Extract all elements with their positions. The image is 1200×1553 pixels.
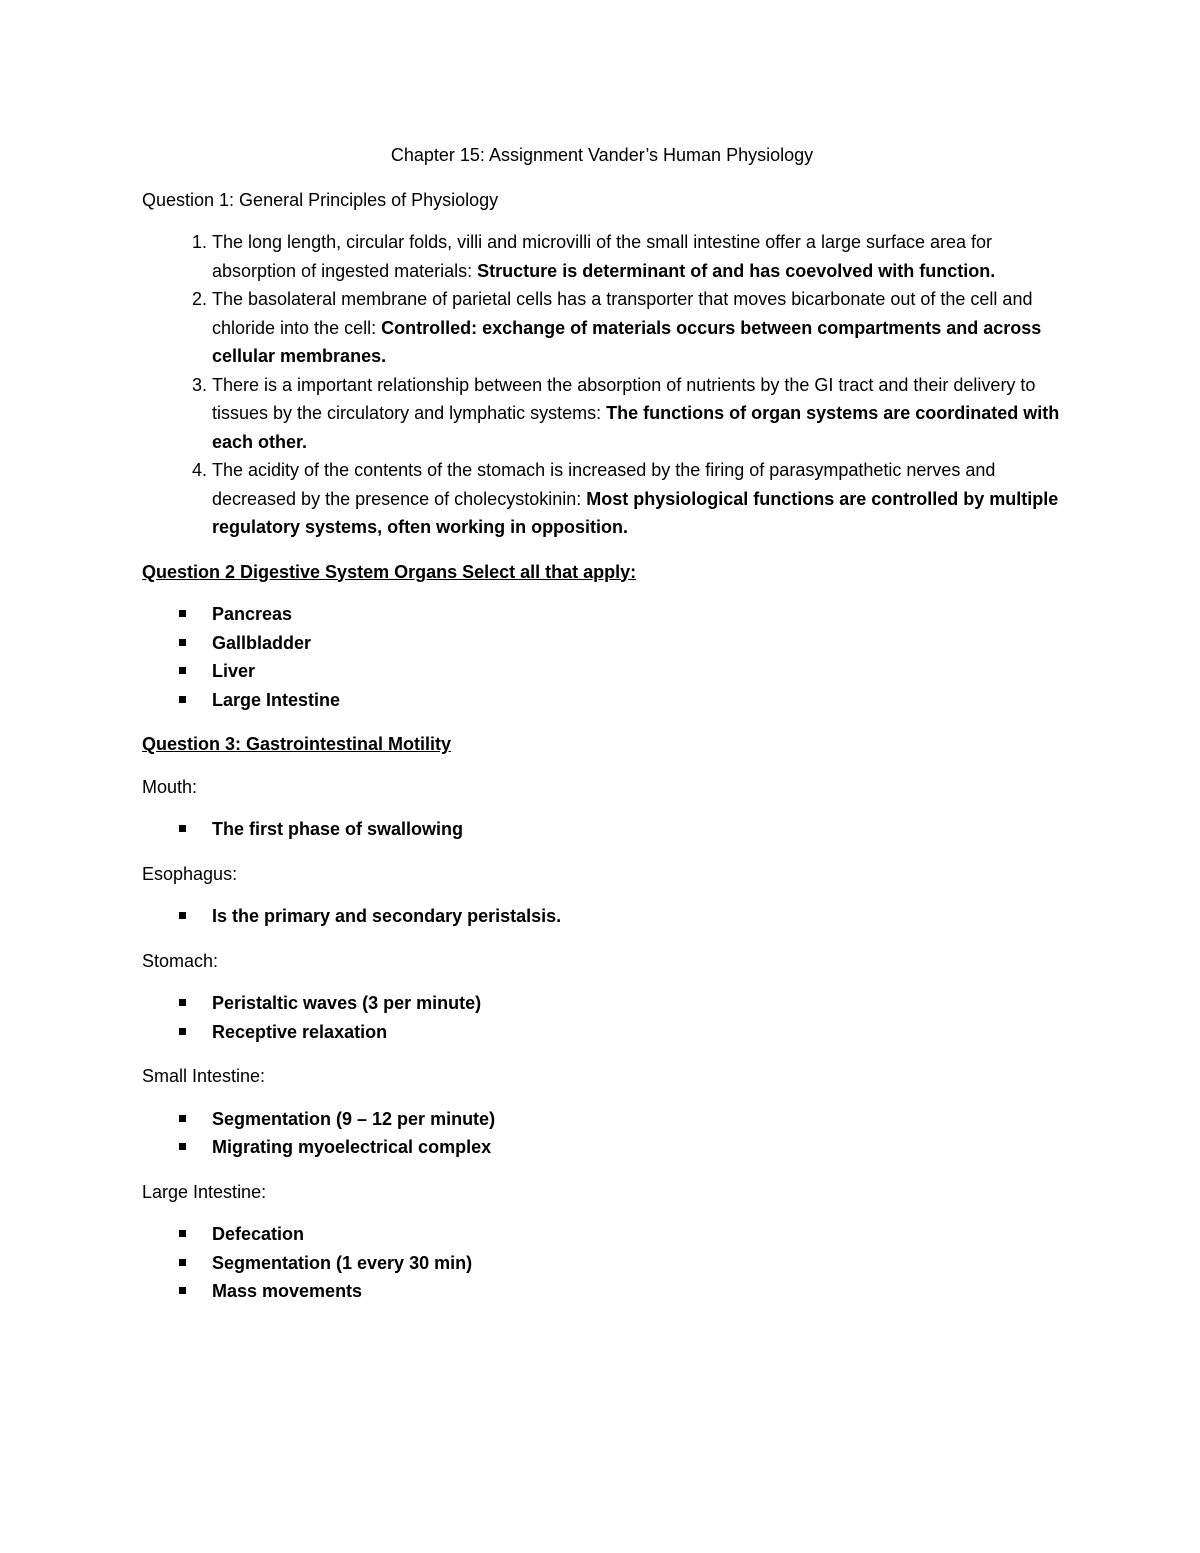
small-intestine-list: [142, 1105, 1062, 1162]
list-item: Segmentation (9 – 12 per minute): [212, 1105, 1062, 1134]
item-text: The basolateral membrane of parietal cells has a transporter that moves bicarbonate out of the cell and chloride into the cell:: [212, 289, 1033, 338]
list-item: Mass movements: [212, 1277, 1062, 1306]
stomach-list: [142, 989, 1062, 1046]
question-1-heading: Question 1: General Principles of Physiology: [142, 189, 499, 210]
region-label-stomach: Stomach:: [142, 950, 219, 971]
list-item: Defecation: [212, 1220, 1062, 1249]
list-item: [212, 456, 1062, 542]
list-item: Migrating myoelectrical complex: [212, 1133, 1062, 1162]
list-item: Segmentation (1 every 30 min): [212, 1249, 1062, 1278]
mouth-list: [142, 815, 1062, 844]
list-item: Is the primary and secondary peristalsis.: [212, 902, 1062, 931]
question-2-heading: Question 2 Digestive System Organs Select all that apply:: [142, 561, 637, 582]
question-2-list: [142, 600, 1062, 714]
item-text: The long length, circular folds, villi and microvilli of the small intestine offer a large surface area for absorption of ingested materials:: [212, 232, 993, 281]
item-answer: Most physiological functions are controlled by multiple regulatory systems, often working in opposition.: [212, 488, 1059, 537]
list-item: Pancreas: [212, 600, 1062, 629]
list-item: Peristaltic waves (3 per minute): [212, 989, 1062, 1018]
item-answer: The functions of organ systems are coordinated with each other.: [212, 403, 1060, 452]
list-item: Liver: [212, 657, 1062, 686]
esophagus-list: [142, 902, 1062, 931]
list-item: Gallbladder: [212, 629, 1062, 658]
list-item: [212, 228, 1062, 285]
large-intestine-list: [142, 1220, 1062, 1306]
item-text: There is a important relationship between the absorption of nutrients by the GI tract and their delivery to tissues by the circulatory and lymphatic systems:: [212, 374, 1036, 423]
list-item: Large Intestine: [212, 686, 1062, 715]
document-title: Chapter 15: Assignment Vander’s Human Physiology: [390, 145, 814, 165]
item-answer: Controlled: exchange of materials occurs between compartments and across cellular membranes.: [212, 317, 1042, 366]
list-item: Receptive relaxation: [212, 1018, 1062, 1047]
list-item: The first phase of swallowing: [212, 815, 1062, 844]
item-answer: Structure is determinant of and has coevolved with function.: [477, 260, 996, 281]
question-1-list: [142, 228, 1062, 542]
document-page: [142, 141, 1062, 1322]
list-item: [212, 371, 1062, 457]
region-label-small-intestine: Small Intestine:: [142, 1066, 266, 1086]
region-label-esophagus: Esophagus:: [142, 863, 238, 884]
region-label-large-intestine: Large Intestine:: [142, 1181, 267, 1202]
list-item: [212, 285, 1062, 371]
item-text: The acidity of the contents of the stomach is increased by the firing of parasympathetic nerves and decreased by the presence of cholecystokinin:: [212, 460, 996, 509]
region-label-mouth: Mouth:: [142, 776, 198, 797]
question-3-heading: Question 3: Gastrointestinal Motility: [142, 734, 452, 754]
